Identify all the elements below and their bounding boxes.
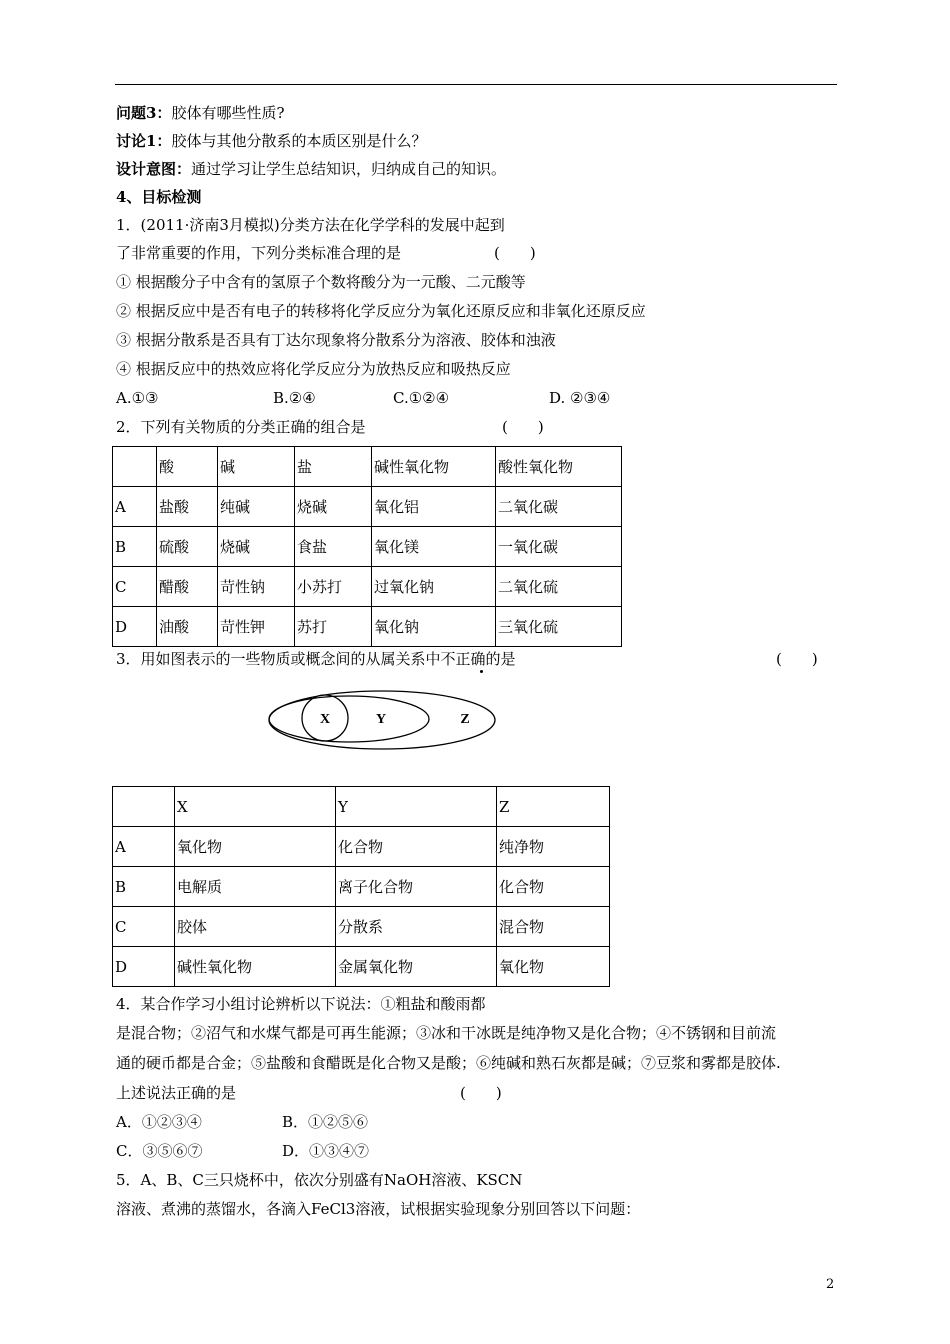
q1-answer-paren: ( ) [494,244,536,262]
q1-stem-line2: 了非常重要的作用，下列分类标准合理的是 [116,244,402,262]
q4-stem-line2: 是混合物；②沼气和水煤气都是可再生能源；③冰和干冰既是纯净物又是化合物；④不锈钢和目前流 [116,1024,777,1042]
q2-table [112,446,622,647]
q1-stem-line1: 1．(2011·济南3月模拟)分类方法在化学学科的发展中起到 [116,216,505,234]
table-row: D 油酸 苛性钾 苏打 氧化钠 三氧化硫 [113,607,622,647]
q4-stem-line1: 4．某合作学习小组讨论辨析以下说法：①粗盐和酸雨都 [116,995,486,1013]
table-row: A 盐酸 纯碱 烧碱 氧化铝 二氧化碳 [113,487,622,527]
q4-option-a: A．①②③④ [116,1113,202,1131]
question-3-line: 问题3：胶体有哪些性质? [116,104,285,122]
z-label: Z [460,712,470,727]
q4-option-d: D．①③④⑦ [282,1142,370,1160]
table-row: C 胶体 分散系 混合物 [113,907,610,947]
table-row: B 硫酸 烧碱 食盐 氧化镁 一氧化碳 [113,527,622,567]
x-label: X [319,712,331,727]
q4-answer-paren: ( ) [460,1084,502,1102]
q2-stem: 2．下列有关物质的分类正确的组合是 [116,418,366,436]
q3-stem: 3．用如图表示的一些物质或概念间的从属关系中不正确的是 [116,650,516,668]
q1-option-b: B.②④ [273,389,316,407]
q1-item-4: ④ 根据反应中的热效应将化学反应分为放热反应和吸热反应 [116,360,511,378]
table-row: X Y Z [113,787,610,827]
y-ellipse [269,696,429,742]
discussion-1-line: 讨论1：胶体与其他分散系的本质区别是什么？ [116,132,427,150]
q1-item-1: ① 根据酸分子中含有的氢原子个数将酸分为一元酸、二元酸等 [116,273,526,291]
y-label: Y [375,712,387,727]
table-row: B 电解质 离子化合物 化合物 [113,867,610,907]
q1-item-2: ② 根据反应中是否有电子的转移将化学反应分为氧化还原反应和非氧化还原反应 [116,302,646,320]
table-row: C 醋酸 苛性钠 小苏打 过氧化钠 二氧化硫 [113,567,622,607]
header-rule [115,84,837,85]
q5-stem-line1: 5．A、B、C三只烧杯中，依次分别盛有NaOH溶液、KSCN [116,1171,523,1189]
q5-stem-line2: 溶液、煮沸的蒸馏水，各滴入FeCl3溶液，试根据实验现象分别回答以下问题： [116,1200,641,1218]
section-heading: 4、目标检测 [116,188,202,206]
q4-option-c: C．③⑤⑥⑦ [116,1142,203,1160]
q1-option-c: C.①②④ [393,389,450,407]
design-intent-line: 设计意图：通过学习让学生总结知识，归纳成自己的知识。 [116,160,507,178]
q2-answer-paren: ( ) [502,418,544,436]
table-row: 酸 碱 盐 碱性氧化物 酸性氧化物 [113,447,622,487]
page-number: 2 [826,1277,835,1292]
q3-table [112,786,610,987]
q1-option-d: D. ②③④ [549,389,611,407]
q4-stem-line3: 通的硬币都是合金；⑤盐酸和食醋既是化合物又是酸；⑥纯碱和熟石灰都是碱；⑦豆浆和雾都是胶体. [116,1054,781,1072]
venn-diagram [266,688,498,752]
q3-answer-paren: ( ) [776,650,818,668]
q4-option-b: B．①②⑤⑥ [282,1113,369,1131]
q1-option-a: A.①③ [116,389,159,407]
table-row: A 氧化物 化合物 纯净物 [113,827,610,867]
q4-stem-line4: 上述说法正确的是 [116,1084,237,1102]
emphasis-dot [480,670,483,673]
table-row: D 碱性氧化物 金属氧化物 氧化物 [113,947,610,987]
q1-item-3: ③ 根据分散系是否具有丁达尔现象将分散系分为溶液、胶体和浊液 [116,331,556,349]
